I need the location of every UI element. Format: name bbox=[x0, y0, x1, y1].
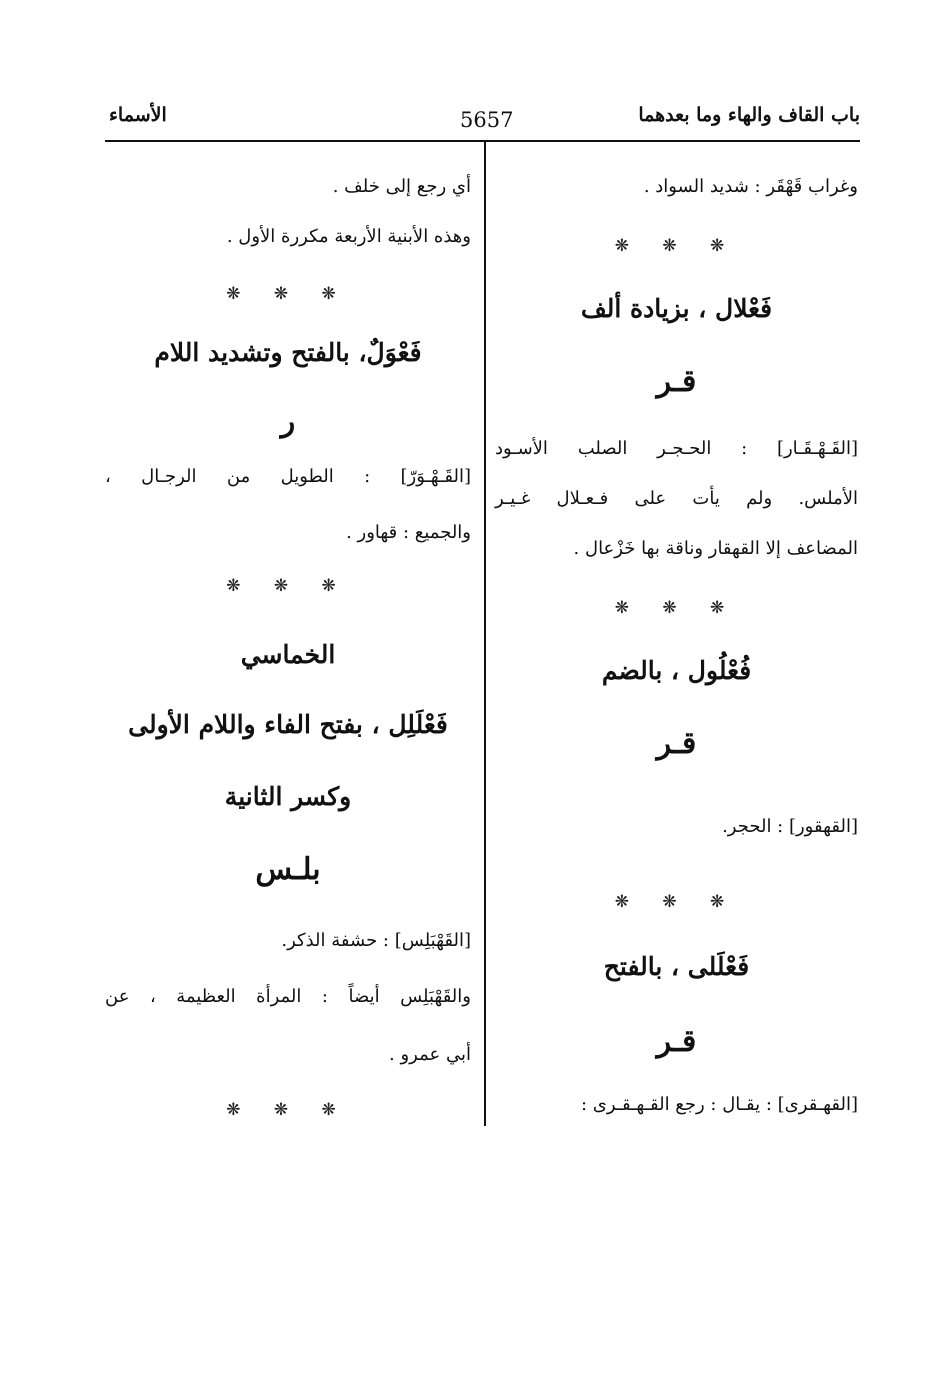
separator: ❋ ❋ ❋ bbox=[226, 1100, 350, 1120]
page-number: 5657 bbox=[460, 108, 514, 132]
entry-qahbalis: [القَهْبَلِس] : حشفة الذكر. bbox=[281, 930, 471, 951]
section-title: الأسماء bbox=[109, 104, 167, 126]
heading-fialal: فَعْلال ، بزيادة ألف bbox=[580, 294, 773, 323]
separator: ❋ ❋ ❋ bbox=[226, 284, 350, 304]
separator: ❋ ❋ ❋ bbox=[226, 576, 350, 596]
root-bls: بلـس bbox=[255, 852, 321, 887]
entry-qahqar-line3: المضاعف إلا القهقار وناقة بها خَزْعال . bbox=[573, 538, 858, 559]
entry-qahwarr-line1: [القَـهْـوَرّ] : الطويل من الرجـال ، bbox=[105, 466, 471, 487]
separator: ❋ ❋ ❋ bbox=[614, 892, 739, 912]
entry-qahqar: وغراب قَهْقَر : شديد السواد . bbox=[643, 176, 858, 197]
chapter-title: باب القاف والهاء وما بعدهما bbox=[638, 104, 860, 126]
root-qr: قـر bbox=[656, 364, 697, 399]
heading-khumasi: الخماسي bbox=[240, 640, 336, 669]
entry-qahqar-line2: الأملس. ولم يأت على فـعـلال غـيـر bbox=[495, 488, 858, 509]
root-r: ر bbox=[280, 404, 296, 439]
entry-continuation: أي رجع إلى خلف . bbox=[332, 176, 471, 197]
entry-qahbalis2-line2: أبي عمرو . bbox=[389, 1044, 471, 1065]
entry-note: وهذه الأبنية الأربعة مكررة الأول . bbox=[226, 226, 471, 247]
root-qr: قـر bbox=[656, 1024, 697, 1059]
entry-qahqur: [القهقور] : الحجر. bbox=[722, 816, 858, 837]
root-qr: قـر bbox=[656, 726, 697, 761]
heading-falalil-line1: فَعْلَلِل ، بفتح الفاء واللام الأولى bbox=[128, 710, 448, 739]
heading-fulul: فُعْلُول ، بالضم bbox=[601, 656, 752, 685]
separator: ❋ ❋ ❋ bbox=[614, 236, 739, 256]
entry-qahbalis2-line1: والقَهْبَلِس أيضاً : المرأة العظيمة ، عن bbox=[105, 986, 471, 1007]
entry-qahwarr-line2: والجميع : قهاور . bbox=[346, 522, 471, 543]
separator: ❋ ❋ ❋ bbox=[614, 598, 739, 618]
entry-qahqara: [القهـقرى] : يقـال : رجع القـهـقـرى : bbox=[580, 1094, 858, 1115]
column-divider bbox=[484, 141, 486, 1126]
page-header bbox=[105, 104, 860, 142]
heading-falalil-line2: وكسر الثانية bbox=[224, 782, 352, 811]
heading-fawal: فَعْوَلٌ، بالفتح وتشديد اللام bbox=[154, 338, 422, 367]
entry-qahqar-line1: [القَـهْـقَـار] : الحـجـر الصلب الأسـود bbox=[495, 438, 858, 459]
heading-falala: فَعْلَلى ، بالفتح bbox=[603, 952, 750, 981]
